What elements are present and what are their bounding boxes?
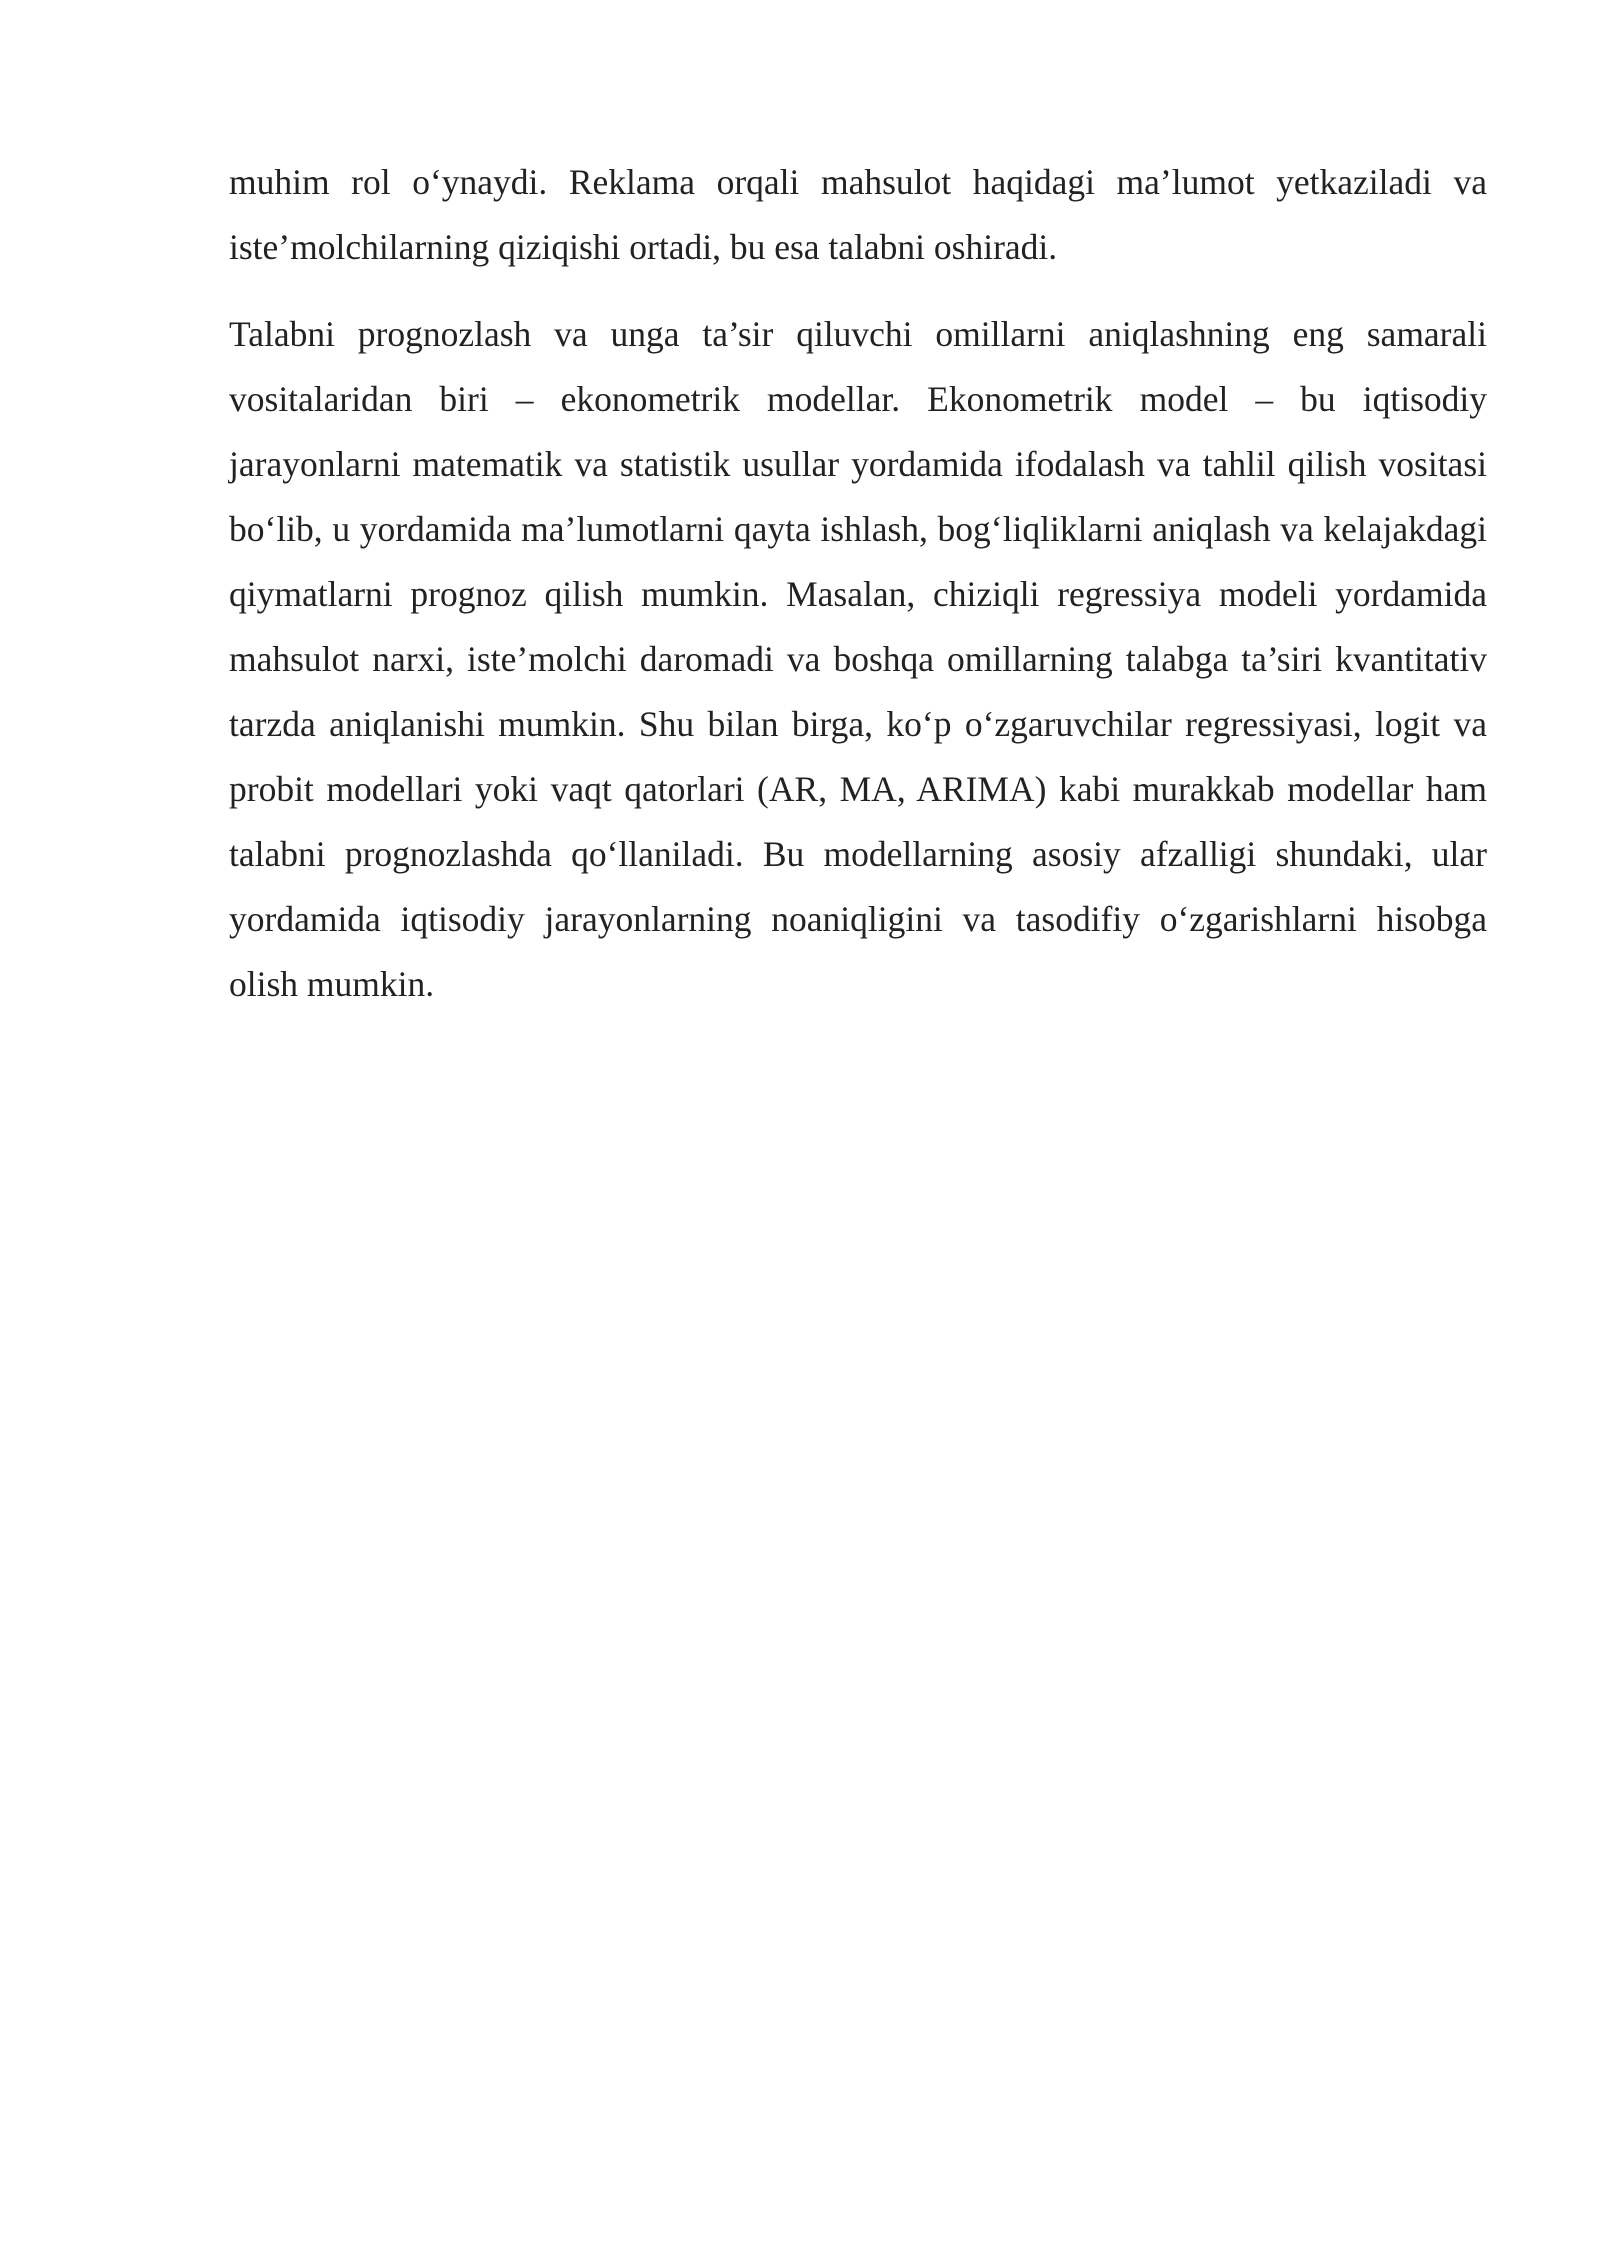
paragraph-advertising-role: muhim rol o‘ynaydi. Reklama orqali mahsulot haqidagi ma’lumot yetkaziladi va iste’molchilarning qiziqishi ortadi, bu esa talabni oshiradi. — [229, 162, 1487, 267]
paragraph-econometric-models: Talabni prognozlash va unga ta’sir qiluvchi omillarni aniqlashning eng samarali vositalaridan biri – ekonometrik modellar. Ekonometrik model – bu iqtisodiy jarayonlarni matematik va statistik usullar yordamida ifodalash va tahlil qilish vositasi bo‘lib, u yordamida ma’lumotlarni qayta ishlash, bog‘liqliklarni aniqlash va kelajakdagi qiymatlarni prognoz qilish mumkin. Masalan, chiziqli regressiya modeli yordamida mahsulot narxi, iste’molchi daromadi va boshqa omillarning talabga ta’siri kvantitativ tarzda aniqlanishi mumkin. Shu bilan birga, ko‘p o‘zgaruvchilar regressiyasi, logit va probit modellari yoki vaqt qatorlari (AR, MA, ARIMA) kabi murakkab modellar ham talabni prognozlashda qo‘llaniladi. Bu modellarning asosiy afzalligi shundaki, ular yordamida iqtisodiy jarayonlarning noaniqligini va tasodifiy o‘zgarishlarni hisobga olish mumkin. — [229, 314, 1487, 1004]
body-text — [229, 150, 1487, 1017]
